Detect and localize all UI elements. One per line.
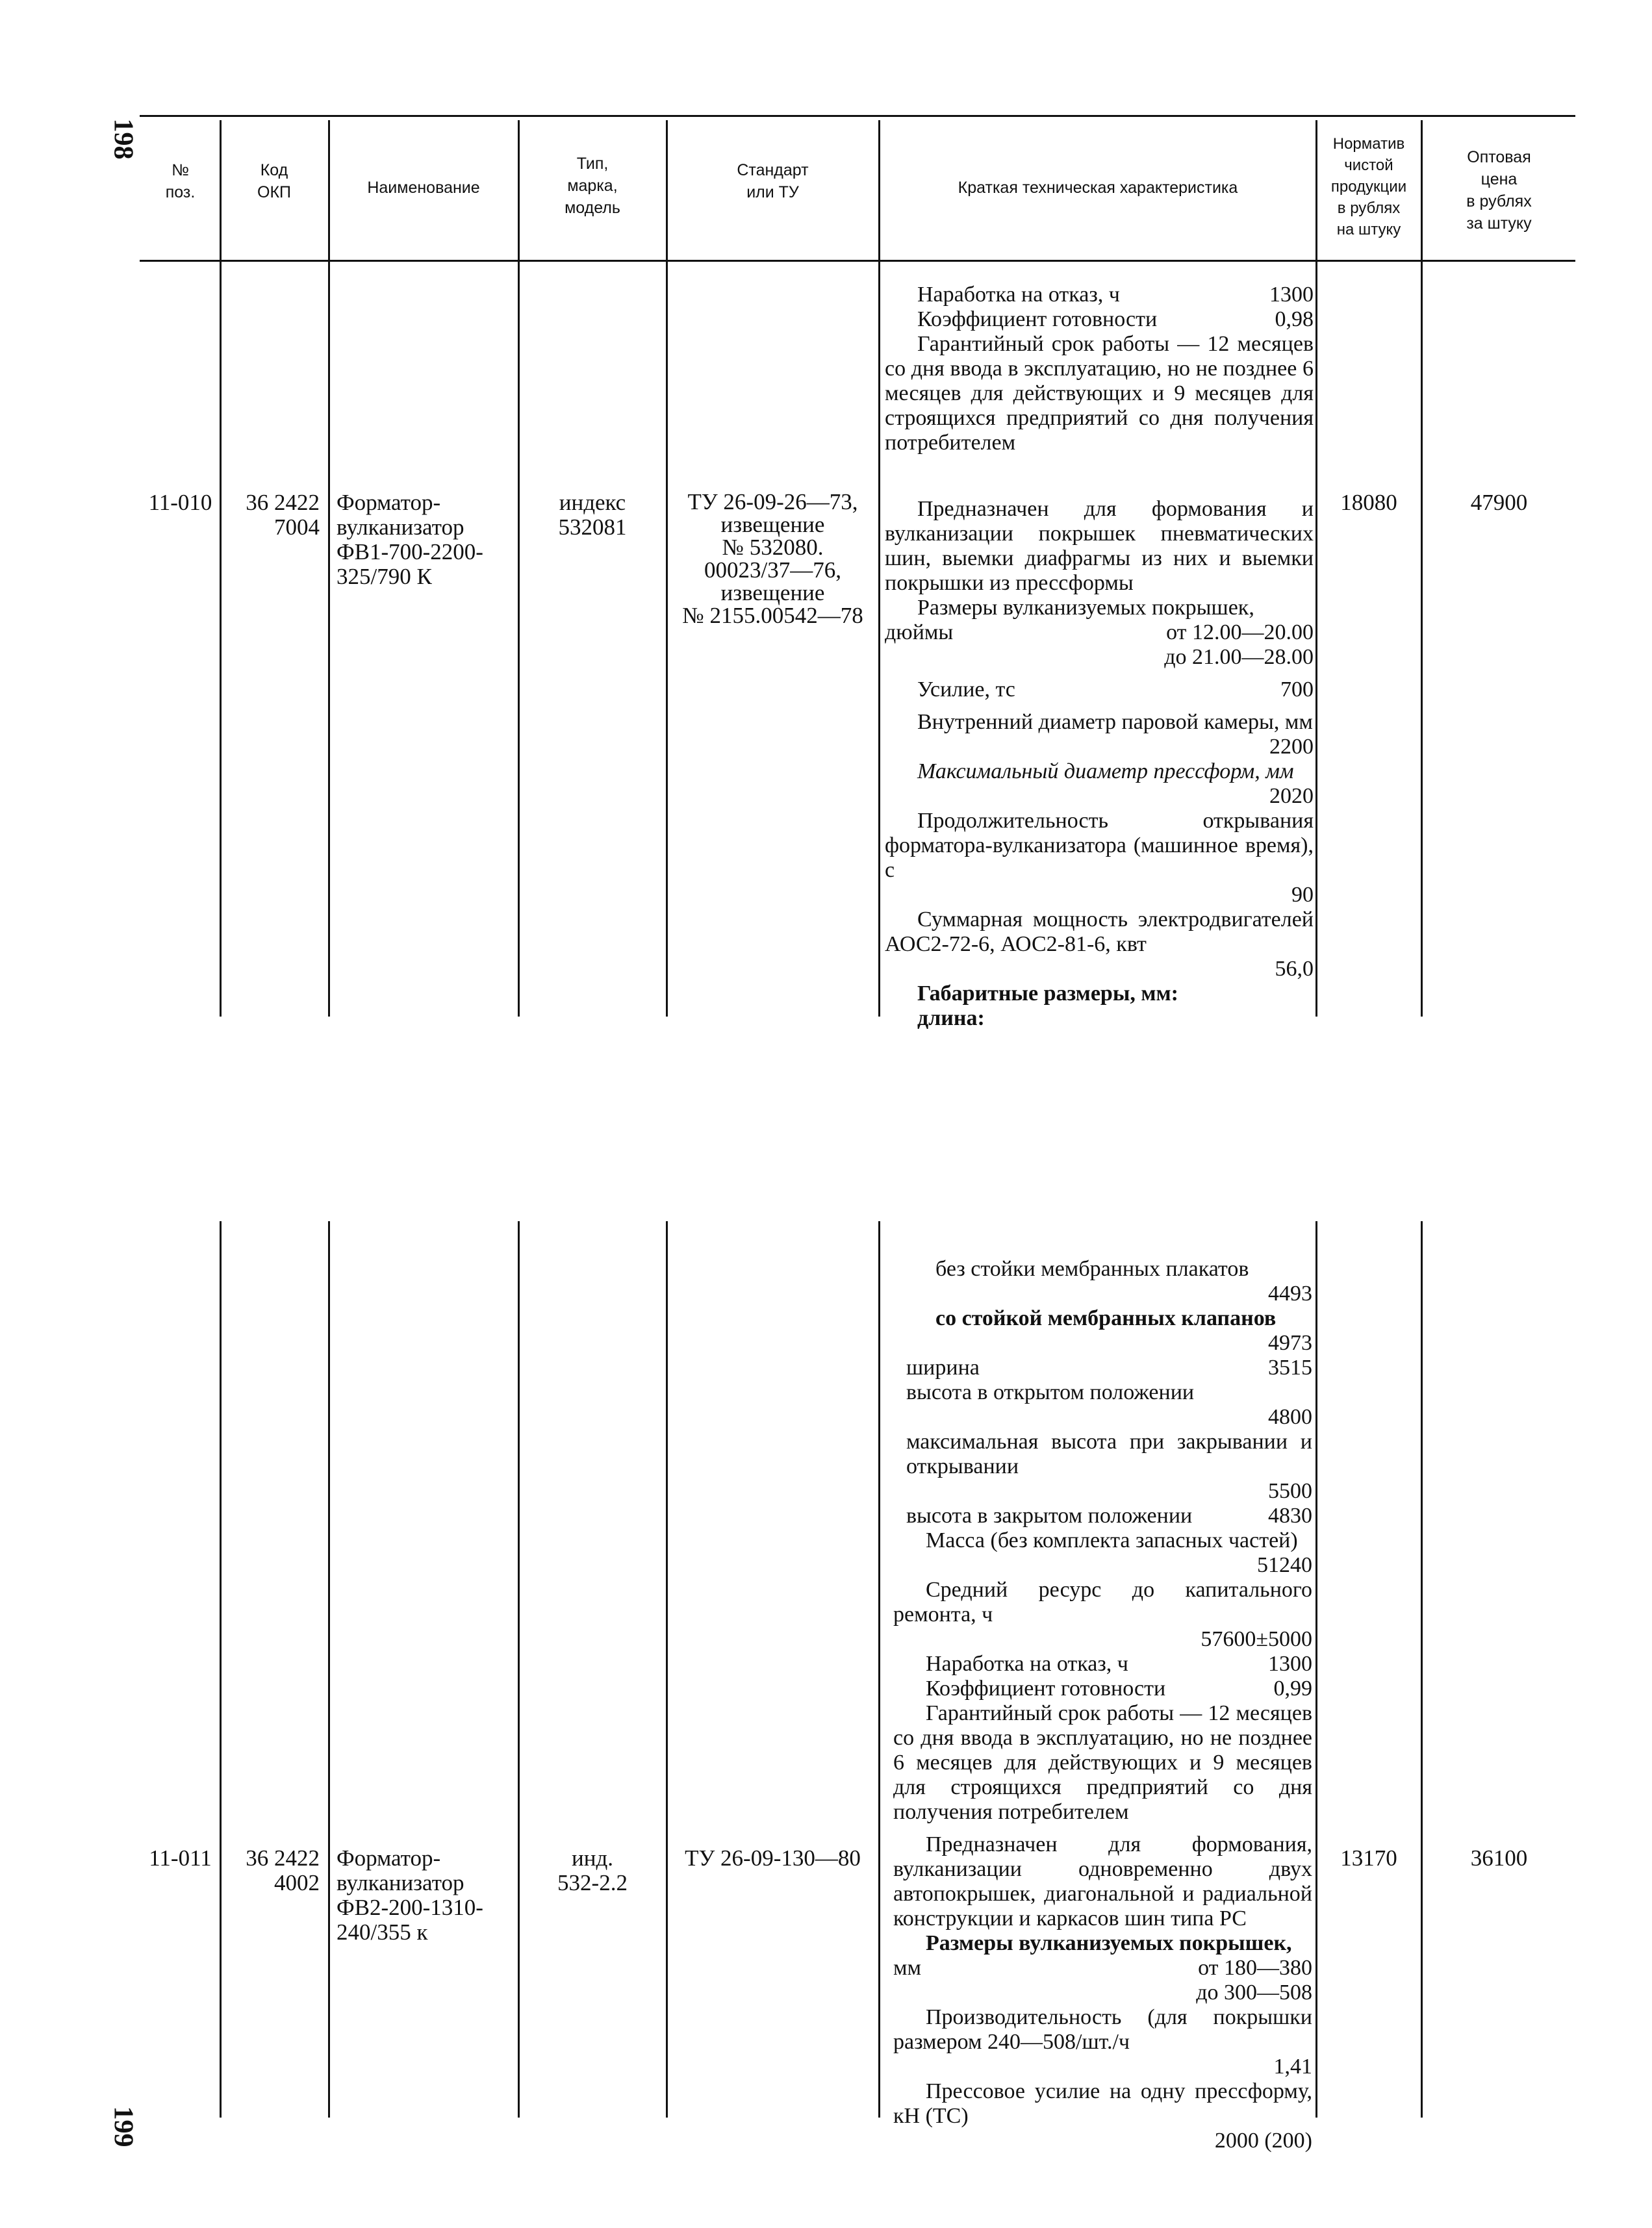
- page-number-top: 198: [108, 118, 138, 160]
- row1-warranty: Гарантийный срок работы — 12 месяцев со дня ввода в эксплуатацию, но не позднее 6 месяцев для действующих и 9 месяцев для строящихся предприятий со дня получения потребителем: [885, 332, 1314, 455]
- row2-warranty: Гарантийный срок работы — 12 месяцев со дня ввода в эксплуатацию, но не позднее 6 месяцев для действующих и 9 месяцев для строящихся предприятий со дня получения потребителем: [893, 1701, 1312, 1824]
- spec-line: [885, 957, 1314, 981]
- spec-line: [885, 735, 1314, 759]
- spec-line: [893, 1528, 1312, 1553]
- spec-value: 0,99: [1273, 1677, 1312, 1701]
- spec-label: Коэффициент готовности: [926, 1677, 1166, 1701]
- table-top-rule: [140, 115, 1575, 117]
- spec-line: [893, 2055, 1312, 2079]
- spec-value: 0,98: [1275, 307, 1314, 331]
- spec-line: [885, 645, 1314, 670]
- spec-label: максимальная высота при закрывании и открывании: [906, 1430, 1312, 1478]
- spec-line: [893, 1627, 1312, 1652]
- header-okp: Код ОКП: [257, 161, 291, 201]
- header-standard: Стандарт или ТУ: [737, 161, 809, 201]
- spec-label: мм: [893, 1956, 922, 1980]
- column-divider: [518, 1221, 520, 2118]
- spec-value: 2200: [1269, 735, 1314, 759]
- row2-press: Прессовое усилие на одну прессформу, кН (ТС): [893, 2079, 1312, 2128]
- spec-value: 3515: [1268, 1356, 1312, 1380]
- spec-label: высота в закрытом положении: [906, 1504, 1193, 1528]
- spec-value: 51240: [1257, 1553, 1312, 1577]
- header-pos: № поз.: [165, 161, 196, 201]
- column-divider: [878, 1221, 880, 2118]
- column-divider: [328, 120, 330, 1017]
- header-bottom-rule: [140, 260, 1575, 262]
- row1-okp: 36 2422 7004: [246, 490, 320, 540]
- spec-line: [893, 1553, 1312, 1578]
- spec-label: ширина: [906, 1356, 980, 1380]
- row1-price: 47900: [1470, 490, 1528, 515]
- row2-norm: 13170: [1340, 1845, 1397, 1871]
- spec-line: [893, 1677, 1312, 1701]
- spec-line: [893, 1430, 1312, 1479]
- spec-label: Масса (без комплекта запасных частей): [926, 1528, 1298, 1552]
- spec-line: [893, 1282, 1312, 1306]
- row1-max-mold: Максимальный диаметр прессформ, мм: [917, 759, 1294, 783]
- header-type: Тип, марка, модель: [565, 155, 620, 217]
- spec-value: 1300: [1269, 283, 1314, 307]
- spec-value: от 180—380: [1198, 1956, 1312, 1980]
- spec-line: [893, 1331, 1312, 1356]
- header-spec: Краткая техническая характеристика: [958, 179, 1238, 197]
- spec-label: дюймы: [885, 620, 954, 644]
- spec-value: 56,0: [1275, 957, 1314, 981]
- spec-line: [893, 1956, 1312, 1981]
- spec-line: [893, 1257, 1312, 1282]
- spec-value: 5500: [1268, 1479, 1312, 1503]
- spec-line: [885, 677, 1314, 702]
- spec-line: [885, 883, 1314, 907]
- spec-label: Наработка на отказ, ч: [926, 1652, 1128, 1676]
- row1-sizes-label: Размеры вулканизуемых покрышек,: [917, 596, 1254, 620]
- column-divider: [1421, 120, 1423, 1017]
- column-divider: [328, 1221, 330, 2118]
- spec-label: Усилие, тс: [917, 677, 1015, 702]
- column-divider: [1315, 120, 1317, 1017]
- row2-type: инд. 532-2.2: [557, 1845, 628, 1895]
- spec-value: 4493: [1268, 1282, 1312, 1306]
- spec-line: [885, 307, 1314, 332]
- row2-price: 36100: [1470, 1845, 1528, 1871]
- spec-value: 4830: [1268, 1504, 1312, 1528]
- row1-length: длина:: [917, 1006, 985, 1030]
- spec-line: [893, 1981, 1312, 2005]
- spec-label: Средний ресурс до капитального ремонта, ч: [893, 1578, 1312, 1627]
- row2-sizes-label: Размеры вулканизуемых покрышек,: [926, 1931, 1292, 1955]
- spec-label: Коэффициент готовности: [917, 307, 1158, 331]
- spec-value: 4973: [1268, 1331, 1312, 1355]
- spec-label: со стойкой мембранных клапанов: [935, 1306, 1277, 1330]
- spec-line: [893, 1578, 1312, 1627]
- spec-value: 2020: [1269, 784, 1314, 808]
- spec-line: [893, 1652, 1312, 1677]
- row1-inner-diam: Внутренний диаметр паровой камеры, мм: [917, 710, 1313, 734]
- row2-name: Форматор- вулканизатор ФВ2-200-1310- 240/355 к: [337, 1845, 483, 1945]
- row2-spec: [893, 1257, 1312, 2153]
- row1-dims: Габаритные размеры, мм:: [917, 981, 1179, 1006]
- spec-value: 2000 (200): [1214, 2129, 1312, 2153]
- column-divider: [878, 120, 880, 1017]
- spec-line: [885, 620, 1314, 645]
- spec-line: [893, 1405, 1312, 1430]
- spec-value: до 300—508: [1196, 1981, 1312, 2005]
- spec-line: [893, 1356, 1312, 1380]
- row2-purpose: Предназначен для формования, вулканизации одновременно двух автопокрышек, диагональной и радиальной конструкции и каркасов шин типа РС: [893, 1832, 1312, 1931]
- row1-name: Форматор- вулканизатор ФВ1-700-2200- 325/790 К: [337, 490, 483, 589]
- row2-productivity: Производительность (для покрышки размером 240—508/шт./ч: [893, 2005, 1312, 2054]
- column-divider: [1315, 1221, 1317, 2118]
- row2-standard: ТУ 26-09-130—80: [685, 1845, 861, 1871]
- row1-pos: 11-010: [148, 490, 212, 515]
- spec-value: 90: [1291, 883, 1314, 907]
- spec-line: [885, 784, 1314, 809]
- row1-spec: [885, 283, 1314, 1031]
- row1-power: Суммарная мощность электродвигателей АОС2-72-6, АОС2-81-6, квт: [885, 907, 1314, 956]
- spec-line: [885, 283, 1314, 307]
- header-name: Наименование: [367, 179, 480, 197]
- spec-value: 1,41: [1273, 2055, 1312, 2079]
- spec-value: от 12.00—20.00: [1166, 620, 1314, 644]
- spec-line: [893, 1306, 1312, 1331]
- row1-opening: Продолжительность открывания форматора-вулканизатора (машинное время), с: [885, 809, 1314, 882]
- row1-norm: 18080: [1340, 490, 1397, 515]
- spec-label: Наработка на отказ, ч: [917, 283, 1120, 307]
- column-divider: [666, 1221, 668, 2118]
- spec-value: 1300: [1268, 1652, 1312, 1676]
- spec-label: без стойки мембранных плакатов: [935, 1257, 1249, 1281]
- page-number-bottom: 199: [108, 2106, 138, 2147]
- row1-purpose: Предназначен для формования и вулканизации покрышек пневматических шин, выемки диафрагмы из них и выемки покрышки из прессформы: [885, 497, 1314, 595]
- row1-type: индекс 532081: [558, 490, 627, 540]
- header-norm: Норматив чистой продукции в рублях на штуку: [1330, 135, 1407, 238]
- column-divider: [220, 1221, 222, 2118]
- spec-label: высота в открытом положении: [906, 1380, 1195, 1404]
- row1-standard: ТУ 26-09-26—73, извещение № 532080. 00023/37—76, извещение № 2155.00542—78: [682, 489, 863, 628]
- spec-line: [893, 2129, 1312, 2153]
- spec-value: 4800: [1268, 1405, 1312, 1429]
- column-divider: [1421, 1221, 1423, 2118]
- spec-line: [893, 1479, 1312, 1504]
- header-price: Оптовая цена в рублях за штуку: [1466, 148, 1532, 233]
- spec-value: 700: [1280, 677, 1314, 702]
- spec-line: [893, 1504, 1312, 1528]
- row2-pos: 11-011: [149, 1845, 212, 1871]
- spec-value: до 21.00—28.00: [1164, 645, 1314, 669]
- column-divider: [220, 120, 222, 1017]
- row2-okp: 36 2422 4002: [246, 1845, 320, 1895]
- spec-value: 57600±5000: [1201, 1627, 1312, 1651]
- spec-line: [893, 1380, 1312, 1405]
